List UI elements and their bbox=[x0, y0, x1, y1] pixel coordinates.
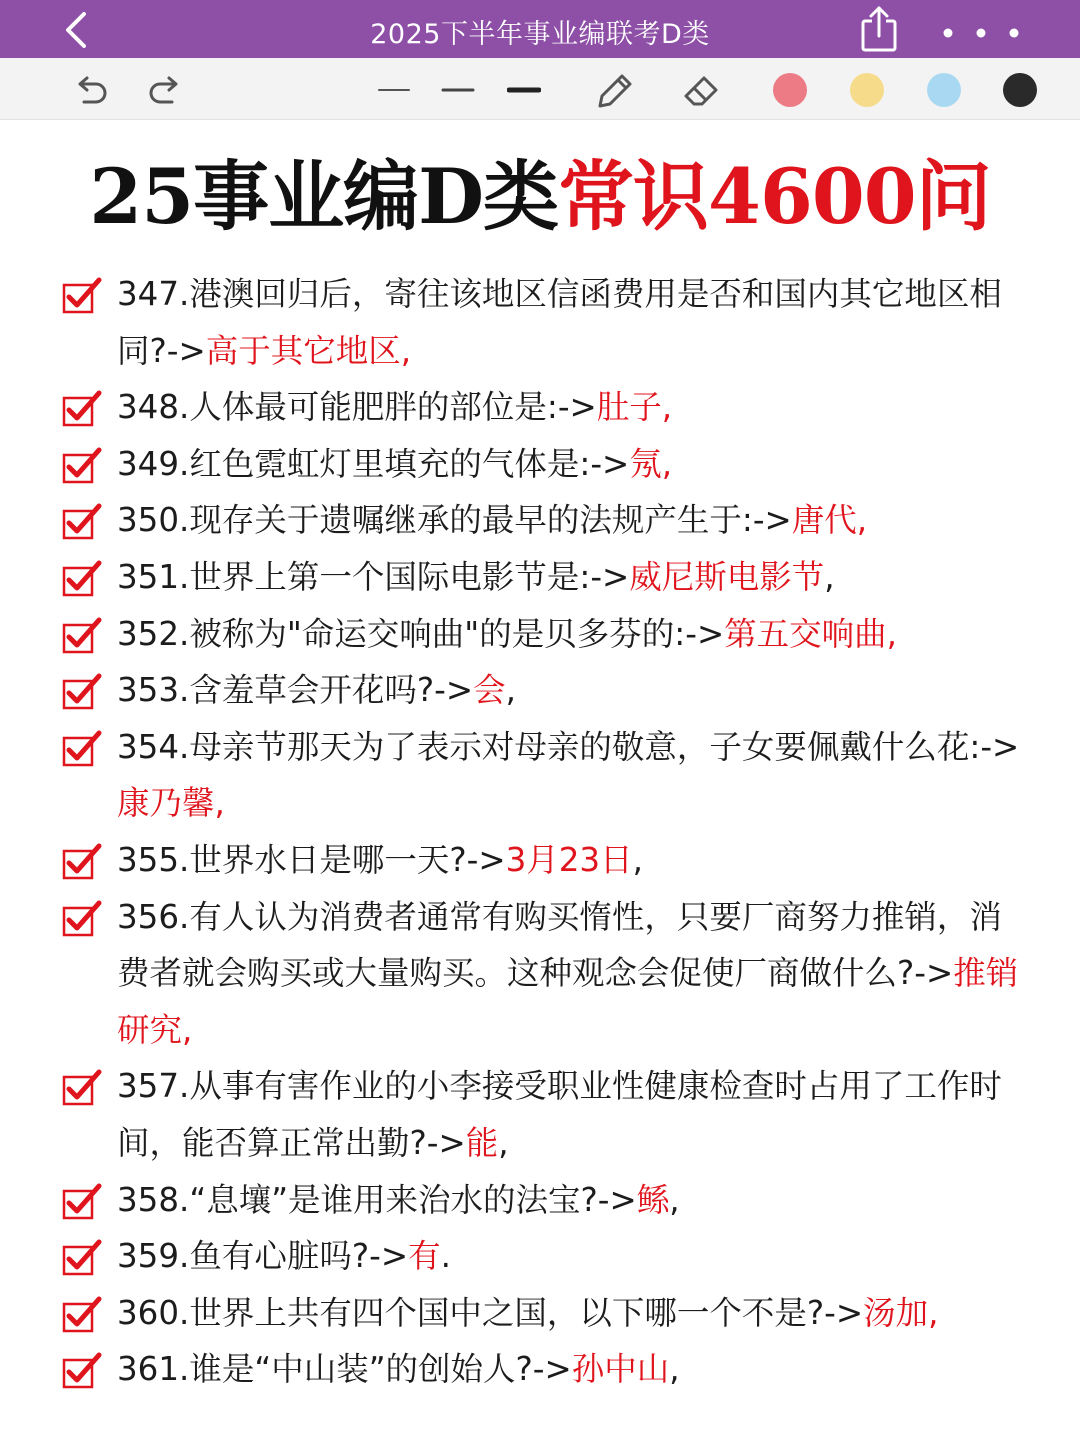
answer-text: 3月23日 bbox=[505, 840, 633, 879]
checkbox-checked-icon bbox=[62, 900, 102, 938]
checkbox-checked-icon bbox=[62, 843, 102, 881]
question-text: 354.母亲节那天为了表示对母亲的敬意，子女要佩戴什么花:-> bbox=[117, 727, 1020, 766]
answer-text: 推销研究, bbox=[117, 954, 1019, 1049]
list-item bbox=[0, 549, 1080, 606]
answer-text: 能 bbox=[465, 1123, 499, 1162]
checkbox-checked-icon bbox=[62, 277, 102, 315]
list-item bbox=[0, 379, 1080, 436]
color-swatch-blue[interactable] bbox=[927, 73, 961, 107]
list-item bbox=[0, 606, 1080, 663]
checkbox-checked-icon bbox=[62, 730, 102, 768]
answer-text: 唐代, bbox=[791, 501, 868, 540]
answer-text: 威尼斯电影节 bbox=[629, 557, 825, 596]
thick-line-icon bbox=[507, 85, 541, 95]
answer-tail: . bbox=[440, 1237, 451, 1276]
stroke-thin-button[interactable] bbox=[374, 70, 414, 110]
checkbox-checked-icon bbox=[62, 560, 102, 598]
document-title: 2025下半年事业编联考D类 bbox=[370, 19, 710, 50]
pen-icon bbox=[592, 68, 636, 112]
undo-button[interactable] bbox=[68, 70, 112, 110]
question-text: 348.人体最可能肥胖的部位是:-> bbox=[117, 388, 597, 427]
page-heading bbox=[0, 152, 1080, 242]
question-text: 351.世界上第一个国际电影节是:-> bbox=[117, 557, 630, 596]
list-item bbox=[0, 1285, 1080, 1342]
answer-text: 汤加, bbox=[863, 1293, 939, 1332]
list-item bbox=[0, 436, 1080, 493]
answer-text: 第五交响曲, bbox=[724, 614, 898, 653]
qa-list bbox=[0, 266, 1080, 1398]
question-text: 360.世界上共有四个国中之国，以下哪一个不是?-> bbox=[117, 1293, 864, 1332]
redo-icon bbox=[146, 70, 186, 110]
checkbox-checked-icon bbox=[62, 503, 102, 541]
checkbox-checked-icon bbox=[62, 1069, 102, 1107]
answer-text: 孙中山 bbox=[571, 1350, 670, 1389]
color-swatch-yellow[interactable] bbox=[850, 73, 884, 107]
question-text: 355.世界水日是哪一天?-> bbox=[117, 840, 506, 879]
answer-tail: , bbox=[824, 557, 835, 596]
answer-tail: , bbox=[498, 1123, 509, 1162]
eraser-tool-button[interactable] bbox=[678, 70, 726, 110]
question-text: 361.谁是“中山装”的创始人?-> bbox=[117, 1350, 572, 1389]
share-icon[interactable] bbox=[858, 4, 900, 54]
answer-tail: , bbox=[669, 1350, 680, 1389]
checkbox-checked-icon bbox=[62, 1352, 102, 1390]
answer-tail: , bbox=[669, 1180, 680, 1219]
list-item bbox=[0, 1172, 1080, 1229]
answer-text: 会 bbox=[473, 671, 506, 710]
list-item bbox=[0, 719, 1080, 832]
color-swatch-black[interactable] bbox=[1003, 73, 1037, 107]
list-item bbox=[0, 492, 1080, 549]
redo-button[interactable] bbox=[144, 70, 188, 110]
checkbox-checked-icon bbox=[62, 447, 102, 485]
answer-text: 鲧 bbox=[636, 1180, 670, 1219]
stroke-thick-button[interactable] bbox=[504, 70, 544, 110]
medium-line-icon bbox=[441, 85, 475, 95]
list-item bbox=[0, 1228, 1080, 1285]
undo-icon bbox=[70, 70, 110, 110]
list-item bbox=[0, 266, 1080, 379]
answer-tail: , bbox=[632, 840, 643, 879]
heading-part-red: 常识4600问 bbox=[558, 152, 991, 241]
question-text: 347.港澳回归后，寄往该地区信函费用是否和国内其它地区相同?-> bbox=[117, 275, 1002, 370]
question-text: 353.含羞草会开花吗?-> bbox=[117, 671, 474, 710]
question-text: 357.从事有害作业的小李接受职业性健康检查时占用了工作时间，能否算正常出勤?-> bbox=[117, 1067, 1002, 1162]
stroke-medium-button[interactable] bbox=[438, 70, 478, 110]
answer-text: 氖, bbox=[629, 444, 673, 483]
checkbox-checked-icon bbox=[62, 390, 102, 428]
list-item bbox=[0, 832, 1080, 889]
answer-text: 有 bbox=[408, 1237, 441, 1276]
checkbox-checked-icon bbox=[62, 673, 102, 711]
thin-line-icon bbox=[377, 85, 411, 95]
checkbox-checked-icon bbox=[62, 1239, 102, 1277]
answer-tail: , bbox=[505, 671, 516, 710]
checkbox-checked-icon bbox=[62, 1183, 102, 1221]
pen-tool-button[interactable] bbox=[590, 70, 638, 110]
checkbox-checked-icon bbox=[62, 1296, 102, 1334]
color-swatch-pink[interactable] bbox=[773, 73, 807, 107]
annotation-toolbar bbox=[0, 58, 1080, 120]
answer-text: 高于其它地区, bbox=[205, 331, 412, 370]
list-item bbox=[0, 889, 1080, 1059]
eraser-icon bbox=[680, 68, 724, 112]
question-text: 349.红色霓虹灯里填充的气体是:-> bbox=[117, 444, 630, 483]
question-text: 359.鱼有心脏吗?-> bbox=[117, 1237, 409, 1276]
question-text: 350.现存关于遗嘱继承的最早的法规产生于:-> bbox=[117, 501, 792, 540]
question-text: 358.“息壤”是谁用来治水的法宝?-> bbox=[117, 1180, 637, 1219]
list-item bbox=[0, 1058, 1080, 1171]
more-dots-icon[interactable] bbox=[930, 16, 1030, 46]
heading-part-black: 25事业编D类 bbox=[89, 152, 559, 241]
answer-text: 康乃馨, bbox=[117, 784, 225, 823]
list-item bbox=[0, 662, 1080, 719]
list-item bbox=[0, 1341, 1080, 1398]
checkbox-checked-icon bbox=[62, 617, 102, 655]
question-text: 356.有人认为消费者通常有购买惰性，只要厂商努力推销，消费者就会购买或大量购买。这种观念会促使厂商做什么?-> bbox=[117, 897, 1002, 993]
answer-text: 肚子, bbox=[596, 388, 673, 427]
top-app-bar bbox=[0, 0, 1080, 58]
question-text: 352.被称为"命运交响曲"的是贝多芬的:-> bbox=[117, 614, 725, 653]
